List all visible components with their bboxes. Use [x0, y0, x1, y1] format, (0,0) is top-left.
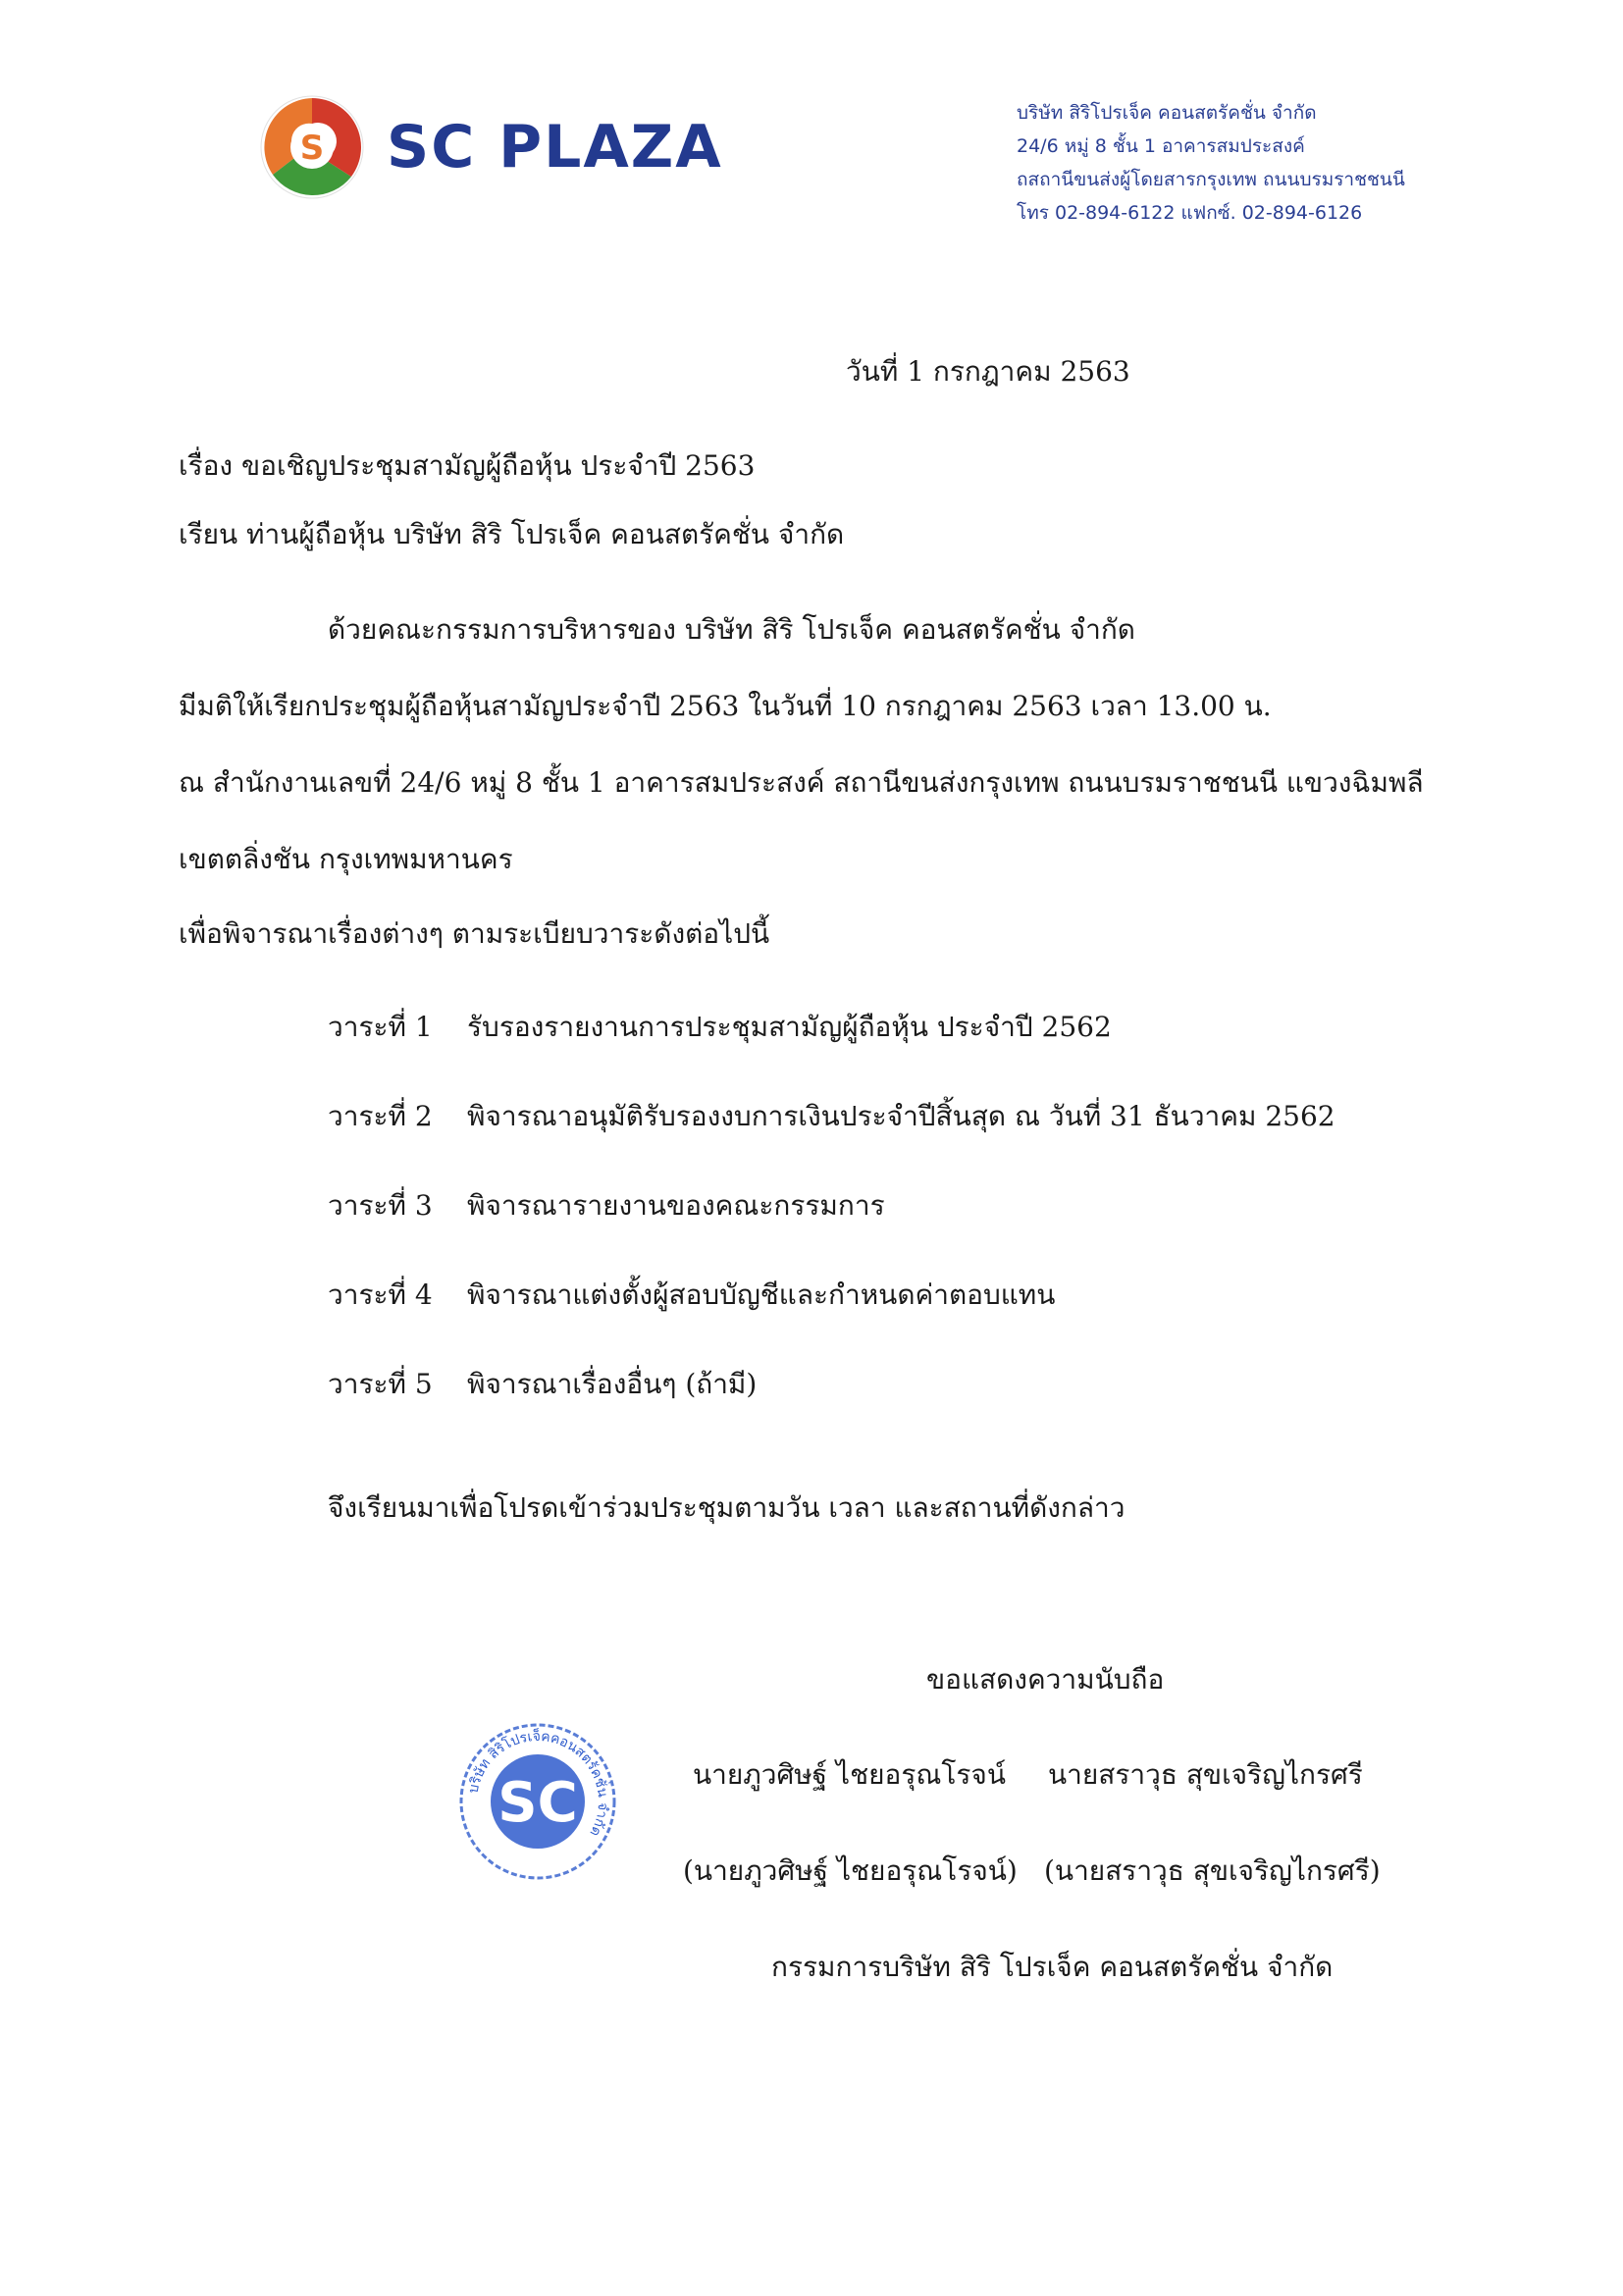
stamp-arc-path: บริษัท สิริโปรเจ็คคอนสตรัคชั่น จำกัด — [465, 1728, 611, 1840]
phone-fax-line: โทร 02-894-6122 แฟกซ์. 02-894-6126 — [1017, 202, 1363, 224]
agenda-number: วาระที่ 5 — [328, 1368, 433, 1400]
company-address — [1017, 96, 1566, 230]
signature-printed-name: (นายภูวศิษฐ์ ไชยอรุณโรจน์) — [683, 1854, 1018, 1887]
letter-subject: เรื่อง ขอเชิญประชุมสามัญผู้ถือหุ้น ประจำปี 2563 — [179, 449, 756, 482]
paragraph-line: เขตตลิ่งชัน กรุงเทพมหานคร — [179, 843, 513, 875]
agenda-text: พิจารณาเรื่องอื่นๆ (ถ้ามี) — [467, 1368, 758, 1400]
agenda-text: พิจารณารายงานของคณะกรรมการ — [467, 1189, 885, 1222]
address-line: 24/6 หมู่ 8 ชั้น 1 อาคารสมประสงค์ — [1017, 135, 1305, 157]
respect-line: ขอแสดงความนับถือ — [926, 1663, 1165, 1696]
brand-name: SC PLAZA — [387, 113, 723, 182]
agenda-item — [328, 1006, 1335, 1095]
paragraph-line: มีมติให้เรียกประชุมผู้ถือหุ้นสามัญประจำปี 2563 ในวันที่ 10 กรกฎาคม 2563 เวลา 13.00 น. — [179, 690, 1272, 722]
agenda-text: พิจารณาแต่งตั้งผู้สอบบัญชีและกำหนดค่าตอบแทน — [467, 1278, 1056, 1311]
agenda-text: พิจารณาอนุมัติรับรองงบการเงินประจำปีสิ้นสุด ณ วันที่ 31 ธันวาคม 2562 — [467, 1100, 1335, 1132]
signature-name: นายสราวุธ สุขเจริญไกรศรี — [1048, 1758, 1363, 1791]
agenda-number: วาระที่ 2 — [328, 1100, 433, 1132]
agenda-item — [328, 1184, 1335, 1274]
company-stamp-icon — [455, 1719, 620, 1884]
sc-logo-icon — [259, 94, 365, 200]
closing-line: จึงเรียนมาเพื่อโปรดเข้าร่วมประชุมตามวัน เวลา และสถานที่ดังกล่าว — [328, 1491, 1126, 1524]
paragraph-line: ณ สำนักงานเลขที่ 24/6 หมู่ 8 ชั้น 1 อาคารสมประสงค์ สถานีขนส่งกรุงเทพ ถนนบรมราชชนนี แขวงฉิมพลี — [179, 766, 1424, 799]
agenda-text: รับรองรายงานการประชุมสามัญผู้ถือหุ้น ประจำปี 2562 — [467, 1011, 1112, 1043]
paragraph-line: ด้วยคณะกรรมการบริหารของ บริษัท สิริ โปรเจ็ค คอนสตรัคชั่น จำกัด — [328, 613, 1135, 646]
paragraph-line: เพื่อพิจารณาเรื่องต่างๆ ตามระเบียบวาระดังต่อไปนี้ — [179, 917, 770, 950]
company-logo — [259, 94, 723, 200]
address-line: ถสถานีขนส่งผู้โดยสารกรุงเทพ ถนนบรมราชชนนี — [1017, 169, 1405, 190]
agenda-item — [328, 1274, 1335, 1363]
letter-recipient: เรียน ท่านผู้ถือหุ้น บริษัท สิริ โปรเจ็ค คอนสตรัคชั่น จำกัด — [179, 518, 845, 550]
agenda-number: วาระที่ 4 — [328, 1278, 433, 1311]
svg-text:SC: SC — [497, 1771, 578, 1835]
agenda-list — [328, 1006, 1335, 1452]
signature-printed-name: (นายสราวุธ สุขเจริญไกรศรี) — [1044, 1854, 1381, 1887]
address-line: บริษัท สิริโปรเจ็ค คอนสตรัคชั่น จำกัด — [1017, 102, 1317, 124]
signer-title: กรรมการบริษัท สิริ โปรเจ็ค คอนสตรัคชั่น จำกัด — [771, 1951, 1334, 1983]
agenda-number: วาระที่ 1 — [328, 1011, 433, 1043]
signature-name: นายภูวศิษฐ์ ไชยอรุณโรจน์ — [693, 1758, 1006, 1791]
agenda-item — [328, 1363, 1335, 1452]
agenda-item — [328, 1095, 1335, 1184]
letter-date: วันที่ 1 กรกฎาคม 2563 — [846, 355, 1130, 388]
agenda-number: วาระที่ 3 — [328, 1189, 433, 1222]
svg-text:S: S — [299, 129, 325, 168]
